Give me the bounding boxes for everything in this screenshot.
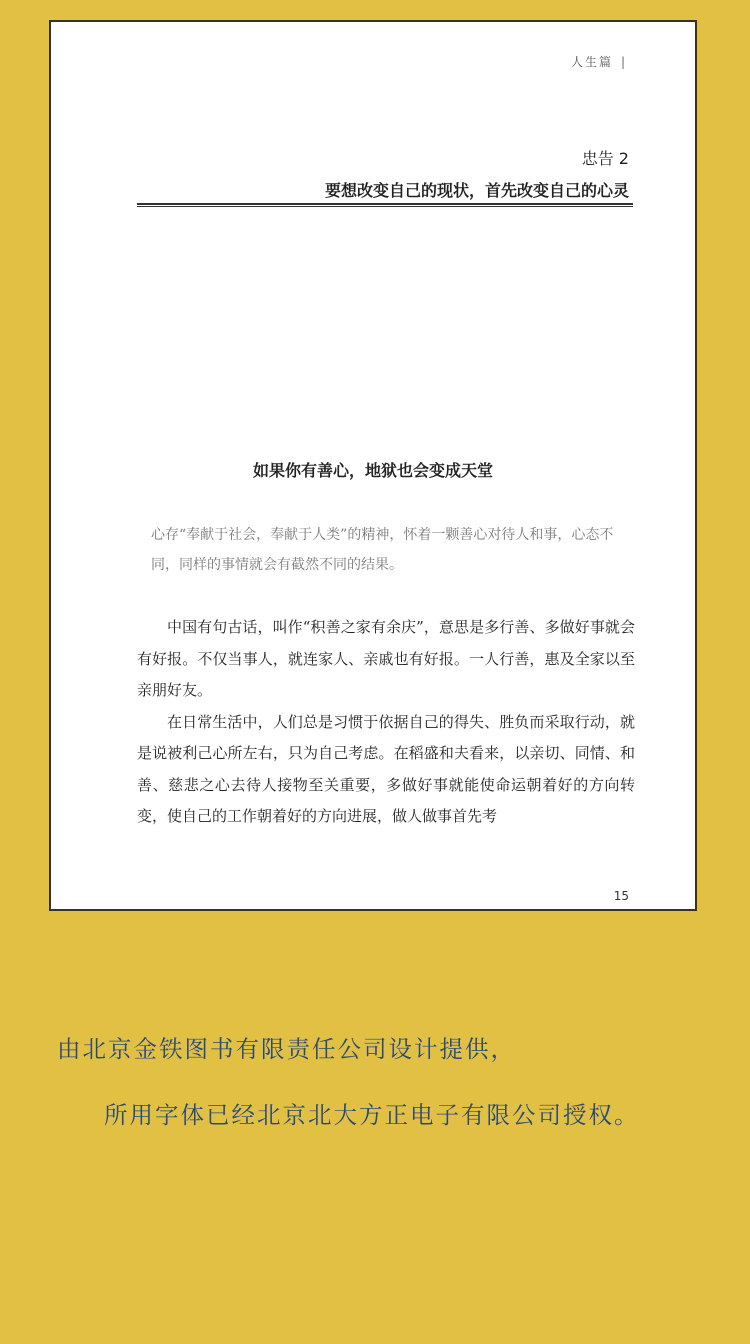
chapter-title: 要想改变自己的现状，首先改变自己的心灵 bbox=[324, 181, 629, 200]
section-title: 如果你有善心，地狱也会变成天堂 bbox=[252, 461, 493, 480]
book-page bbox=[49, 20, 697, 911]
chapter-number: 忠告 2 bbox=[581, 149, 629, 168]
credit-line-font-license: 所用字体已经北京北大方正电子有限公司授权。 bbox=[104, 1101, 640, 1129]
body-text bbox=[137, 612, 635, 833]
running-head-separator: | bbox=[620, 55, 627, 69]
title-double-rule bbox=[137, 203, 633, 207]
running-head-text: 人生篇 bbox=[570, 55, 613, 69]
body-paragraph: 中国有句古话，叫作“积善之家有余庆”，意思是多行善、多做好事就会有好报。不仅当事人，就连家人、亲戚也有好报。一人行善，惠及全家以至亲朋好友。 bbox=[137, 618, 635, 699]
page-number: 15 bbox=[613, 889, 629, 903]
credit-line-design: 由北京金铁图书有限责任公司设计提供， bbox=[57, 1035, 516, 1063]
body-paragraph: 在日常生活中，人们总是习惯于依据自己的得失、胜负而采取行动，就是说被利己心所左右，只为自己考虑。在稻盛和夫看来，以亲切、同情、和善、慈悲之心去待人接物至关重要，多做好事就能使命运朝着好的方向转变，使自己的工作朝着好的方向进展，做人做事首先考 bbox=[137, 712, 635, 825]
epigraph-quote: 心存“奉献于社会，奉献于人类”的精神，怀着一颗善心对待人和事，心态不同，同样的事情就会有截然不同的结果。 bbox=[151, 527, 614, 573]
running-head bbox=[571, 53, 627, 70]
